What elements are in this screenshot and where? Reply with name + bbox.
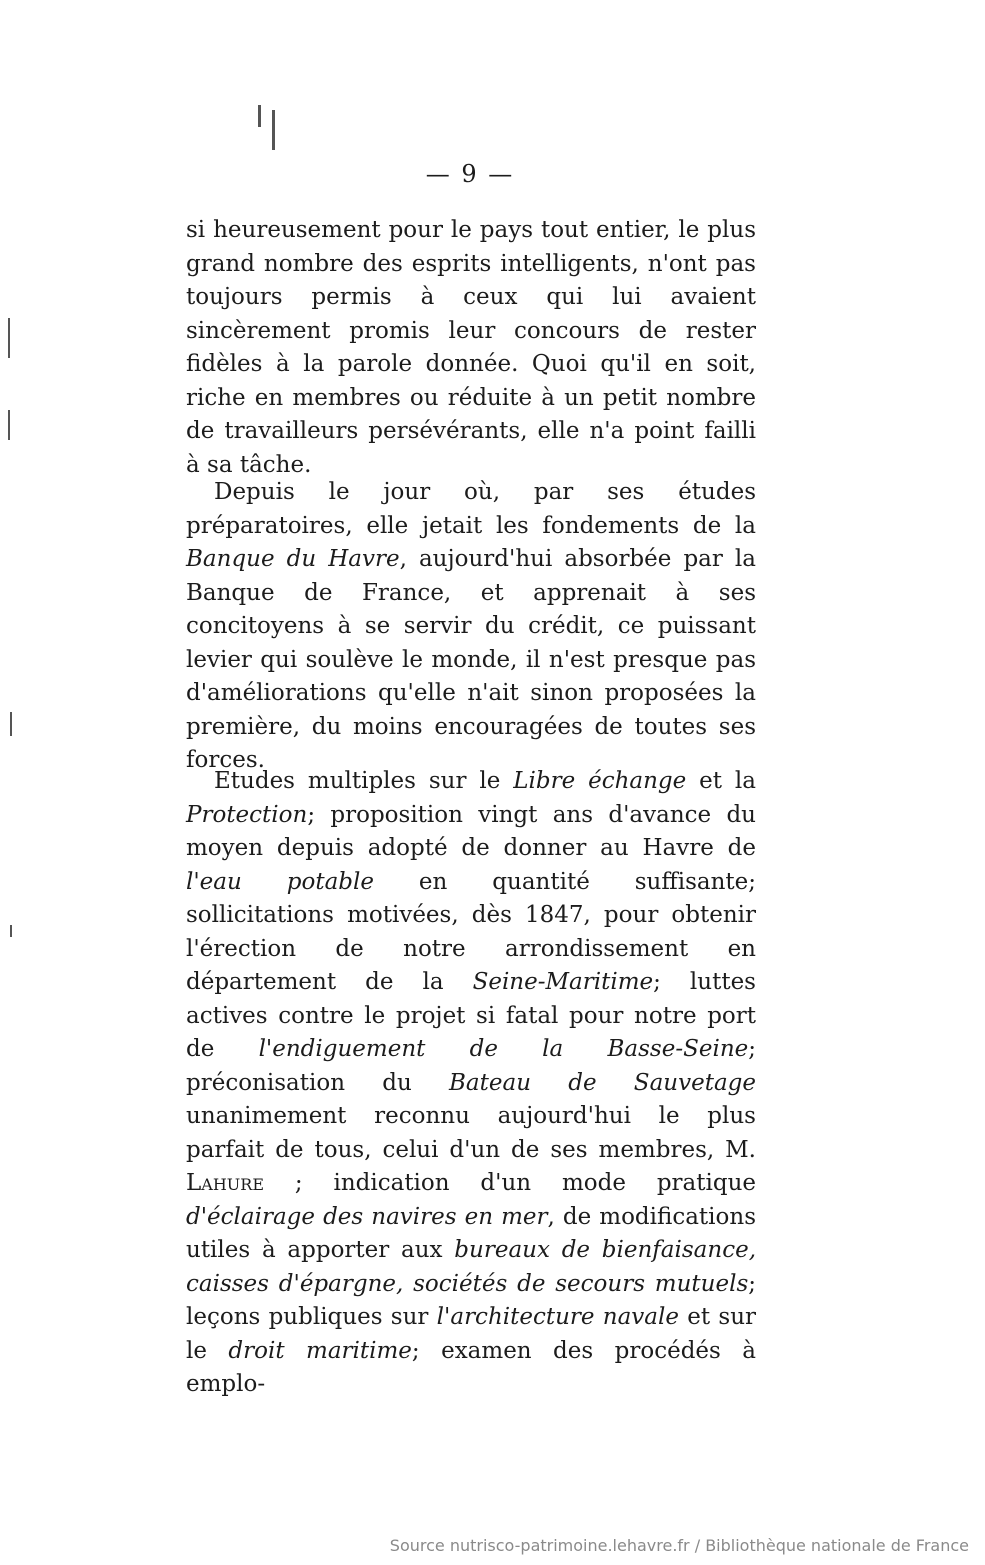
italic-run: droit maritime — [228, 1337, 412, 1364]
paragraph-3 — [186, 765, 756, 1402]
italic-run: l'architecture navale — [436, 1304, 679, 1330]
italic-run: Seine-Maritime — [472, 969, 654, 995]
text-run: si heureusement pour le pays tout entier, le plus grand nombre des esprits intelligents, n'ont pas toujours permis à ceux qui lui avaient sincèrement promis leur concours de rester fidèles à la parole donnée. Quoi qu'il en soit, riche en membres ou réduite à un petit nombre de travailleurs persévérants, elle n'a point failli à sa tâche. — [186, 217, 756, 478]
text-run: ; leçons publiques sur — [186, 1270, 756, 1330]
text-run: ; indication d'un mode pratique — [264, 1170, 756, 1196]
speck — [272, 110, 275, 150]
italic-run: d'éclairage des navires en mer — [186, 1203, 548, 1230]
source-footer: Source nutrisco-patrimoine.lehavre.fr / Bibliothèque nationale de France — [389, 1536, 969, 1555]
italic-run: Banque du Havre — [186, 546, 400, 572]
text-run: et la — [686, 768, 756, 794]
speck — [258, 105, 261, 127]
italic-run: l'endiguement de la Basse-Seine — [258, 1036, 749, 1062]
text-run: et sur le — [186, 1304, 756, 1364]
speck — [8, 410, 10, 440]
speck — [8, 318, 10, 358]
text-run: ; proposition vingt ans d'avance du moyen depuis adopté de donner au Havre de — [186, 801, 756, 861]
paragraph-2 — [186, 476, 756, 778]
text-run: en quantité suffisante; sollicitations motivées, dès 1847, pour obtenir l'érection de notre arrondissement en département de la — [186, 868, 756, 995]
text-run: unanimement reconnu aujourd'hui le plus parfait de tous, celui d'un de ses membres, M. — [186, 1103, 756, 1163]
italic-run: Protection — [186, 801, 308, 828]
page-number: — 9 — — [425, 160, 515, 188]
text-run: ; luttes actives contre le projet si fatal pour notre port de — [186, 969, 756, 1062]
speck — [10, 712, 12, 736]
text-run: ; examen des procédés à emplo- — [186, 1337, 756, 1397]
paragraph-1 — [186, 214, 756, 482]
italic-run: Libre échange — [513, 768, 687, 794]
italic-run: Bateau de Sauvetage — [449, 1069, 756, 1096]
text-run: , de modifications utiles à apporter aux — [186, 1203, 756, 1263]
italic-run: l'eau potable — [186, 868, 374, 895]
text-run: Depuis le jour où, par ses études préparatoires, elle jetait les fondements de la — [186, 479, 756, 539]
italic-run: bureaux de bienfaisance, caisses d'épargne, sociétés de secours mutuels — [186, 1237, 757, 1297]
text-run: , aujourd'hui absorbée par la Banque de France, et apprenait à ses concitoyens à se servir du crédit, ce puissant levier qui soulève le monde, il n'est presque pas d'améliorations qu'elle n'ait sinon proposées la première, du moins encouragées de toutes ses forces. — [186, 546, 756, 773]
speck — [10, 925, 12, 937]
smallcaps-run: Lahure — [186, 1170, 264, 1196]
text-run: ; préconisation du — [186, 1036, 756, 1096]
text-run: Etudes multiples sur le — [214, 768, 514, 794]
